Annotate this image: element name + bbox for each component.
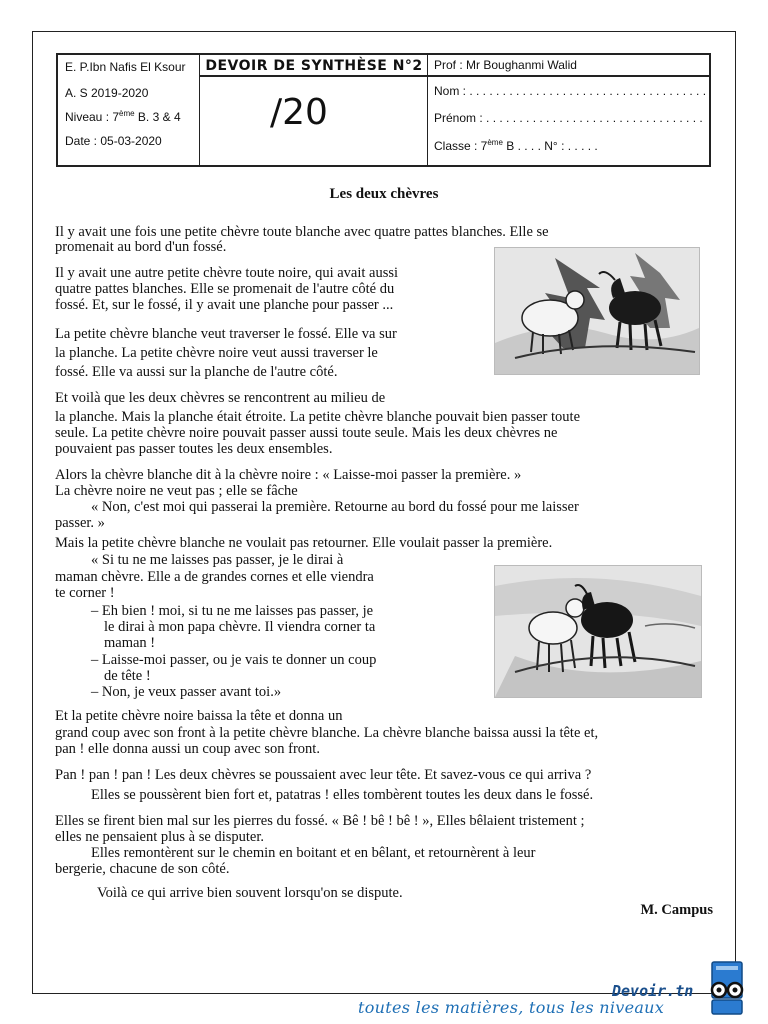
text-line: seule. La petite chèvre noire pouvait passer aussi toute seule. Mais les deux chèvres ne bbox=[55, 425, 558, 441]
teacher-name: Prof : Mr Boughanmi Walid bbox=[428, 55, 709, 77]
text-line: Elles se poussèrent bien fort et, patatras ! elles tombèrent toutes les deux dans le fossé. bbox=[91, 787, 594, 803]
text-line: « Si tu ne me laisses pas passer, je le dirai à bbox=[91, 552, 344, 568]
school-name: E. P.Ibn Nafis El Ksour bbox=[65, 60, 186, 74]
author-signature: M. Campus bbox=[640, 902, 713, 918]
text-line: grand coup avec son front à la petite chèvre blanche. La chèvre blanche baissa aussi la tête et, bbox=[55, 725, 599, 741]
score-field: /20 bbox=[270, 92, 328, 133]
footer-tagline: toutes les matières, tous les niveaux bbox=[358, 998, 665, 1017]
text-line: Elles se firent bien mal sur les pierres du fossé. « Bê ! bê ! bê ! », Elles bêlaient tristement ; bbox=[55, 813, 585, 829]
level: Niveau : 7ème B. 3 & 4 bbox=[65, 109, 181, 124]
text-line: « Non, c'est moi qui passerai la première. Retourne au bord du fossé pour me laisser bbox=[91, 499, 579, 515]
text-line: Alors la chèvre blanche dit à la chèvre noire : « Laisse-moi passer la première. » bbox=[55, 467, 522, 483]
text-line: elles ne pensaient plus à se disputer. bbox=[55, 829, 264, 845]
text-line: promenait au bord d'un fossé. bbox=[55, 239, 227, 255]
text-line: Et la petite chèvre noire baissa la tête et donna un bbox=[55, 708, 343, 724]
text-line: Il y avait une autre petite chèvre toute noire, qui avait aussi bbox=[55, 265, 399, 281]
exam-title: DEVOIR DE SYNTHÈSE N°2 bbox=[200, 55, 428, 77]
goats-illustration-1 bbox=[494, 247, 700, 375]
text-line: fossé. Elle va aussi sur la planche de l'autre côté. bbox=[55, 364, 338, 380]
text-line: maman chèvre. Elle a de grandes cornes et elle viendra bbox=[55, 569, 374, 585]
text-line: pouvaient pas passer toutes les deux ensembles. bbox=[55, 441, 333, 457]
book-glasses-icon bbox=[706, 960, 748, 1018]
text-line: Il y avait une fois une petite chèvre toute blanche avec quatre pattes blanches. Elle se bbox=[55, 224, 549, 240]
text-line: La petite chèvre blanche veut traverser le fossé. Elle va sur bbox=[55, 326, 397, 342]
brand-logo bbox=[706, 960, 748, 1018]
exam-date: Date : 05-03-2020 bbox=[65, 134, 162, 148]
text-line: – Laisse-moi passer, ou je vais te donner un coup bbox=[91, 652, 377, 668]
text-line: pan ! elle donna aussi un coup avec son front. bbox=[55, 741, 320, 757]
text-line: La chèvre noire ne veut pas ; elle se fâche bbox=[55, 483, 298, 499]
text-line: le dirai à mon papa chèvre. Il viendra corner ta bbox=[104, 619, 376, 635]
school-info bbox=[58, 55, 200, 165]
text-line: fossé. Et, sur le fossé, il y avait une planche pour passer ... bbox=[55, 297, 394, 313]
goats-illustration-2 bbox=[494, 565, 702, 698]
prenom-field: Prénom : . . . . . . . . . . . . . . . . . . . . . . . . . . . . . . . . . bbox=[434, 111, 703, 125]
school-year: A. S 2019-2020 bbox=[65, 86, 149, 100]
text-line: quatre pattes blanches. Elle se promenait de l'autre côté du bbox=[55, 281, 395, 297]
text-line: la planche. Mais la planche était étroite. La petite chèvre blanche pouvait bien passer toute bbox=[55, 409, 581, 425]
text-line: Elles remontèrent sur le chemin en boitant et en bêlant, et retournèrent à leur bbox=[91, 845, 536, 861]
text-line: de tête ! bbox=[104, 668, 151, 684]
student-info bbox=[428, 55, 709, 165]
text-line: te corner ! bbox=[55, 585, 115, 601]
story-title: Les deux chèvres bbox=[329, 186, 439, 202]
text-line: maman ! bbox=[104, 635, 156, 651]
text-line: bergerie, chacune de son côté. bbox=[55, 861, 230, 877]
brand-name: Devoir.tn bbox=[612, 982, 694, 1000]
classe-field: Classe : 7ème B . . . . N° : . . . . . bbox=[434, 138, 598, 153]
text-line: Voilà ce qui arrive bien souvent lorsqu'on se dispute. bbox=[97, 885, 403, 901]
exam-title-box bbox=[200, 55, 428, 165]
nom-field: Nom : . . . . . . . . . . . . . . . . . . . . . . . . . . . . . . . . . . . . bbox=[434, 84, 707, 98]
exam-header bbox=[56, 53, 711, 167]
text-line: – Eh bien ! moi, si tu ne me laisses pas passer, je bbox=[91, 603, 374, 619]
text-line: – Non, je veux passer avant toi.» bbox=[91, 684, 282, 700]
text-line: la planche. La petite chèvre noire veut aussi traverser le bbox=[55, 345, 378, 361]
text-line: Mais la petite chèvre blanche ne voulait pas retourner. Elle voulait passer la première. bbox=[55, 535, 553, 551]
text-line: Et voilà que les deux chèvres se rencontrent au milieu de bbox=[55, 390, 386, 406]
text-line: Pan ! pan ! pan ! Les deux chèvres se poussaient avec leur tête. Et savez-vous ce qui arriva ? bbox=[55, 767, 592, 783]
text-line: passer. » bbox=[55, 515, 105, 531]
